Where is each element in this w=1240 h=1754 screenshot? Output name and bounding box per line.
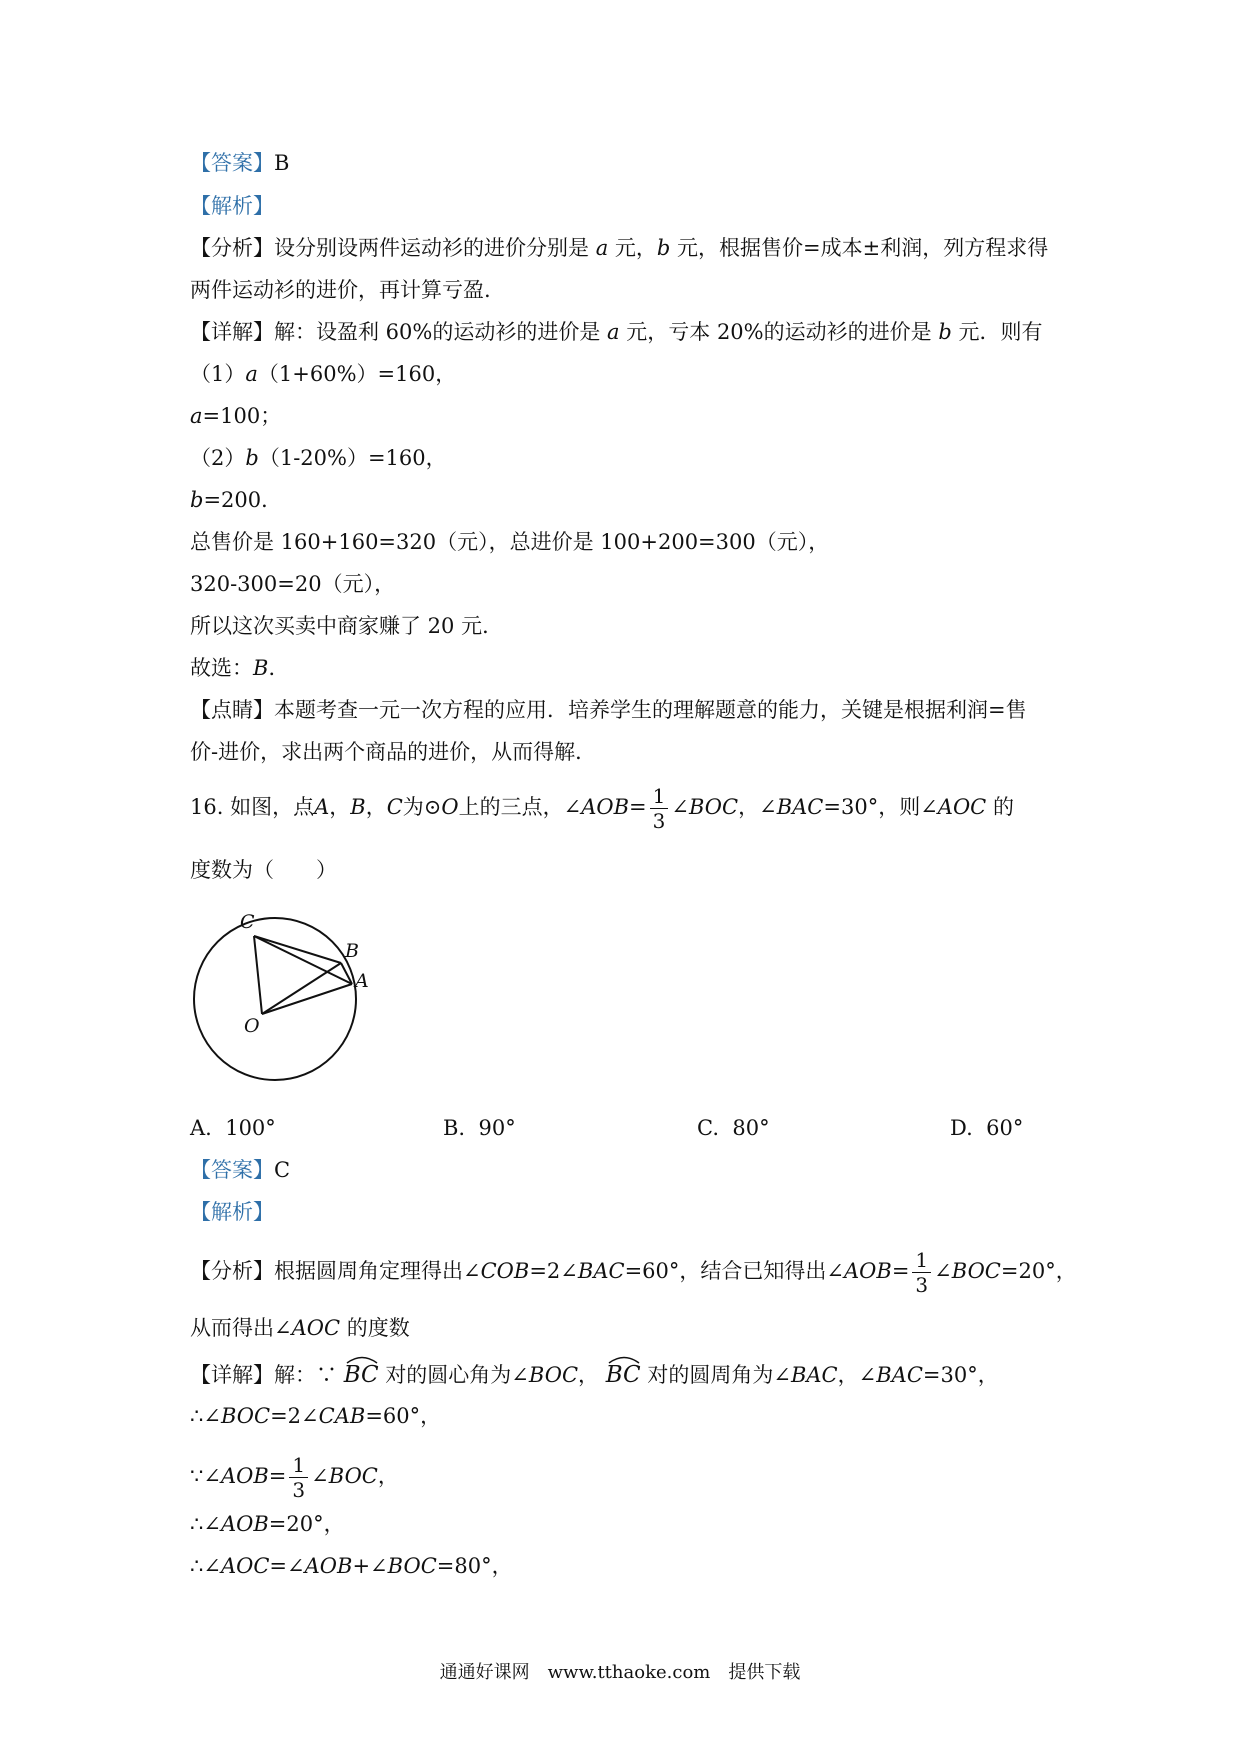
q16-fenxi-line1: 【分析】根据圆周角定理得出∠COB=2∠BAC=60°，结合已知得出∠AOB= $\frac{1}{3}$ ∠BOC=20°， (190, 1248, 1077, 1297)
option-a: A. 100° (190, 1116, 276, 1140)
label-c: C (240, 911, 255, 933)
q16-stem-line1: 16. 如图，点A，B，C为⊙O上的三点，∠AOB= $\frac{1}{3}$ ∠BOC，∠BAC=30°，则∠AOC 的 (190, 784, 1014, 833)
q15-total: 总售价是 160+160=320（元），总进价是 100+200=300（元）， (190, 530, 830, 554)
q16-xiangjie-line: 【详解】解：∵ BC 对的圆心角为∠BOC， BC 对的圆周角为∠BAC，∠BAC=30°， (190, 1360, 999, 1387)
fraction-one-third-3: $\frac{1}{3}$ (289, 1455, 308, 1500)
q16-stem-line2: 度数为（ ） (190, 858, 337, 882)
q15-xiangjie-line: 【详解】解：设盈利 60%的运动衫的进价是 a 元，亏本 20%的运动衫的进价是 b 元．则有 (190, 320, 1043, 344)
fraction-one-third-2: $\frac{1}{3}$ (912, 1250, 931, 1295)
q15-fenxi-line1: 【分析】设分别设两件运动衫的进价分别是 a 元，b 元，根据售价=成本±利润，列方程求得 (190, 236, 1049, 260)
q15-eq3: （2）b（1-20%）=160， (190, 446, 447, 470)
q15-eq4: b=200． (190, 488, 283, 512)
q15-eq1: （1）a（1+60%）=160， (190, 362, 457, 386)
segment-ca (254, 936, 352, 984)
q15-eq2: a=100； (190, 404, 282, 428)
page-footer: 通通好课网 www.tthaoke.com 提供下载 (439, 1662, 801, 1683)
segment-cb (254, 936, 341, 963)
q16-fenxi-line2: 从而得出∠AOC 的度数 (190, 1316, 410, 1340)
label-b: B (345, 940, 359, 962)
fraction-one-third: $\frac{1}{3}$ (650, 786, 669, 831)
arc-bc-2: BC (606, 1360, 641, 1387)
q16-step5: ∴∠AOC=∠AOB+∠BOC=80°， (190, 1554, 513, 1578)
arc-bc: BC (344, 1360, 379, 1387)
q16-answer-line: 【答案】C (190, 1158, 291, 1182)
circle-figure (180, 900, 380, 1100)
q15-conclusion: 所以这次买卖中商家赚了 20 元． (190, 614, 504, 638)
option-c: C. 80° (697, 1116, 770, 1140)
q15-dianjing-line1: 【点睛】本题考查一元一次方程的应用．培养学生的理解题意的能力，关键是根据利润=售 (190, 698, 1027, 722)
q16-analysis-tag: 【解析】 (190, 1200, 274, 1224)
q15-choose: 故选：B． (190, 656, 290, 680)
q16-step4: ∴∠AOB=20°， (190, 1512, 345, 1536)
q16-step3: ∵∠AOB= $\frac{1}{3}$ ∠BOC， (190, 1453, 399, 1502)
q16-step2: ∴∠BOC=2∠CAB=60°， (190, 1404, 442, 1428)
q15-dianjing-line2: 价-进价，求出两个商品的进价，从而得解． (190, 740, 597, 764)
option-b: B. 90° (443, 1116, 516, 1140)
segment-ob (262, 963, 341, 1014)
q15-diff: 320-300=20（元）， (190, 572, 396, 596)
segment-oc (254, 936, 262, 1014)
label-a: A (355, 970, 369, 992)
q15-analysis-tag: 【解析】 (190, 194, 274, 218)
q15-fenxi-line2: 两件运动衫的进价，再计算亏盈. (190, 278, 491, 302)
q15-answer-line: 【答案】B (190, 151, 290, 175)
label-o: O (244, 1015, 260, 1037)
segment-oa (262, 984, 352, 1014)
option-d: D. 60° (950, 1116, 1024, 1140)
